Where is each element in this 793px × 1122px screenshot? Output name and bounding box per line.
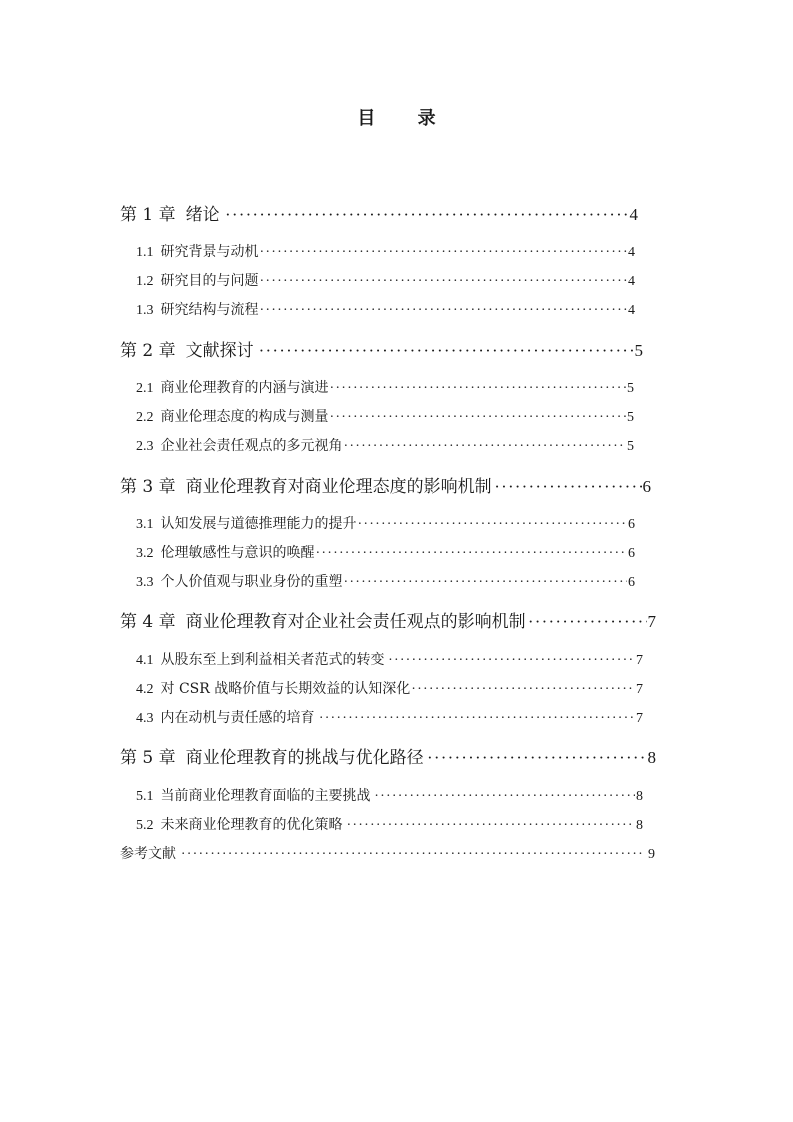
dot-leader: [344, 575, 628, 591]
section-number: 2.1: [136, 381, 154, 396]
toc-section-2-1[interactable]: [136, 377, 634, 397]
dot-leader: [358, 517, 628, 533]
page-number: 5: [627, 439, 634, 454]
toc-references[interactable]: [120, 843, 655, 863]
toc-section-3-3[interactable]: [136, 571, 635, 591]
chapter-number: 第 5 章: [120, 748, 176, 768]
section-number: 3.3: [136, 575, 154, 590]
section-number: 4.3: [136, 711, 154, 726]
dot-leader: [411, 682, 635, 698]
dot-leader: [344, 439, 627, 455]
page-number: 6: [628, 575, 635, 590]
toc-chapter-1[interactable]: [120, 200, 638, 225]
dot-leader: [181, 847, 642, 863]
section-title: 从股东至上到利益相关者范式的转变: [160, 652, 385, 668]
page-number: 6: [628, 546, 635, 561]
section-number: 5.1: [136, 789, 154, 804]
section-number: 1.2: [136, 274, 154, 289]
dot-leader: [260, 274, 628, 290]
page-number: 5: [627, 410, 634, 425]
page-number: 7: [636, 682, 643, 697]
section-title: 伦理敏感性与意识的唤醒: [160, 545, 315, 561]
section-title: 对 CSR 战略价值与长期效益的认知深化: [160, 681, 411, 697]
chapter-title: 商业伦理教育对企业社会责任观点的影响机制: [185, 612, 526, 632]
page-number: 8: [636, 789, 643, 804]
page-number: 9: [648, 847, 655, 862]
toc-section-4-1[interactable]: [136, 649, 643, 669]
section-number: 1.1: [136, 245, 154, 260]
section-number: 4.1: [136, 653, 154, 668]
toc-section-1-1[interactable]: [136, 241, 635, 261]
toc-section-5-2[interactable]: [136, 814, 643, 834]
toc-section-3-2[interactable]: [136, 542, 635, 562]
toc-chapter-4[interactable]: [120, 607, 656, 632]
page-number: 7: [647, 612, 656, 631]
chapter-number: 第 1 章: [120, 205, 176, 225]
dot-leader: [260, 245, 628, 261]
chapter-title: 商业伦理教育的挑战与优化路径: [185, 748, 424, 768]
dot-leader: [494, 477, 641, 497]
section-title: 研究目的与问题: [160, 273, 259, 289]
section-title: 当前商业伦理教育面临的主要挑战: [160, 788, 371, 804]
dot-leader: [319, 711, 635, 727]
section-title: 认知发展与道德推理能力的提升: [160, 516, 357, 532]
section-title: 个人价值观与职业身份的重塑: [160, 574, 343, 590]
page-number: 4: [628, 274, 635, 289]
toc-section-2-3[interactable]: [136, 435, 634, 455]
dot-leader: [427, 748, 647, 768]
toc-chapter-5[interactable]: [120, 743, 656, 768]
section-title: 企业社会责任观点的多元视角: [160, 438, 343, 454]
dot-leader: [259, 341, 634, 361]
page-number: 6: [628, 517, 635, 532]
chapter-number: 第 3 章: [120, 477, 176, 497]
toc-section-3-1[interactable]: [136, 513, 635, 533]
toc-section-1-2[interactable]: [136, 270, 635, 290]
toc-section-4-2[interactable]: [136, 678, 643, 698]
section-number: 2.2: [136, 410, 154, 425]
section-number: 3.1: [136, 517, 154, 532]
section-title: 研究背景与动机: [160, 244, 259, 260]
page-number: 4: [628, 303, 635, 318]
toc-section-1-3[interactable]: [136, 299, 635, 319]
dot-leader: [330, 410, 627, 426]
toc-title: 目 录: [357, 108, 454, 129]
page-number: 4: [628, 245, 635, 260]
section-number: 4.2: [136, 682, 154, 697]
section-title: 未来商业伦理教育的优化策略: [160, 817, 343, 833]
toc-chapter-3[interactable]: [120, 472, 651, 497]
chapter-title: 文献探讨: [185, 341, 254, 361]
dot-leader: [388, 653, 635, 669]
dot-leader: [225, 205, 629, 225]
page-number: 4: [629, 205, 638, 224]
section-title: 研究结构与流程: [160, 302, 259, 318]
toc-section-4-3[interactable]: [136, 707, 643, 727]
chapter-number: 第 2 章: [120, 341, 176, 361]
section-number: 5.2: [136, 818, 154, 833]
page-number: 6: [642, 477, 651, 496]
section-number: 1.3: [136, 303, 154, 318]
section-number: 2.3: [136, 439, 154, 454]
toc-section-5-1[interactable]: [136, 785, 643, 805]
toc-chapter-2[interactable]: [120, 336, 643, 361]
section-number: 3.2: [136, 546, 154, 561]
dot-leader: [330, 381, 627, 397]
section-title: 商业伦理态度的构成与测量: [160, 409, 329, 425]
chapter-number: 第 4 章: [120, 612, 176, 632]
page-number: 7: [636, 711, 643, 726]
references-title: 参考文献: [120, 846, 176, 862]
page-number: 5: [634, 341, 643, 360]
chapter-title: 绪论: [185, 205, 220, 225]
dot-leader: [347, 818, 635, 834]
section-title: 内在动机与责任感的培育: [160, 710, 315, 726]
section-title: 商业伦理教育的内涵与演进: [160, 380, 329, 396]
dot-leader: [316, 546, 628, 562]
chapter-title: 商业伦理教育对商业伦理态度的影响机制: [185, 477, 492, 497]
page-number: 7: [636, 653, 643, 668]
dot-leader: [260, 303, 628, 319]
page-number: 8: [647, 748, 656, 767]
page-number: 8: [636, 818, 643, 833]
dot-leader: [374, 789, 635, 805]
page-number: 5: [627, 381, 634, 396]
dot-leader: [528, 612, 647, 632]
toc-section-2-2[interactable]: [136, 406, 634, 426]
